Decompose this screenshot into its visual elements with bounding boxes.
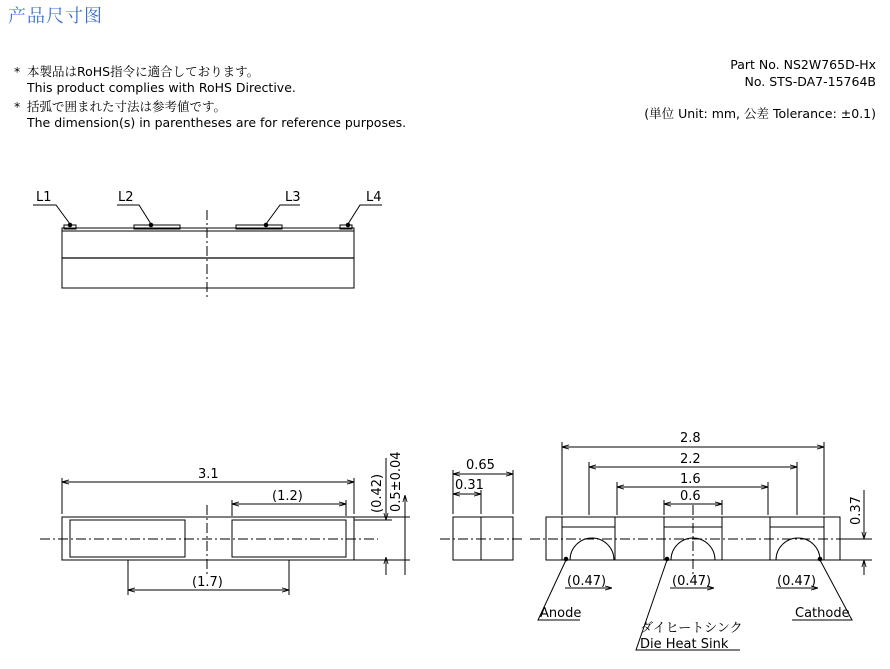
note-2-english: The dimension(s) in parentheses are for reference purposes. [27,115,407,130]
units-tolerance: (単位 Unit: mm, 公差 Tolerance: ±0.1) [644,106,876,121]
dim-3-1: 3.1 [198,467,219,482]
radius-anode: (0.47) [567,574,607,589]
anode-arc [570,538,614,560]
cathode-label: Cathode [795,606,850,621]
document-number: No. STS-DA7-15764B [744,74,876,89]
front-view [40,458,410,595]
radius-heat-sink: (0.47) [672,574,712,589]
top-view [33,205,382,300]
dim-2-2: 2.2 [680,452,701,467]
l1-dot [68,223,72,227]
note-2-star: * [14,99,21,114]
dim-0-31: 0.31 [455,478,484,493]
dim-0-65: 0.65 [466,458,495,473]
part-number: Part No. NS2W765D-Hx [730,57,876,72]
radius-cathode: (0.47) [777,574,817,589]
dim-1-7: (1.7) [192,575,223,590]
l2-leader [117,205,151,224]
note-1-english: This product complies with RoHS Directive. [27,80,296,95]
lead-label-l1: L1 [36,190,52,205]
dim-2-8: 2.8 [680,431,701,446]
l3-leader [266,205,300,224]
dim-0-42: (0.42) [370,473,385,513]
lead-label-l4: L4 [366,190,382,205]
dim-0-6: 0.6 [680,489,701,504]
cathode-arc [776,538,820,560]
note-2-japanese: 括弧で囲まれた寸法は参考値です。 [27,99,227,114]
heat-sink-label-en: Die Heat Sink [640,637,729,652]
l4-dot [346,223,350,227]
heat-sink-label-jp: ダイヒートシンク [640,621,743,636]
l4-leader [348,205,382,224]
l3-dot [264,223,268,227]
note-1-japanese: 本製品はRoHS指令に適合しております。 [27,64,260,79]
l2-dot [149,223,153,227]
dim-0-5: 0.5±0.04 [389,451,404,512]
dim-1-2: (1.2) [272,489,303,504]
l1-leader [33,205,70,224]
lead-label-l3: L3 [285,190,301,205]
note-1-star: * [14,64,21,79]
anode-label: Anode [540,606,582,621]
lead-label-l2: L2 [118,190,134,205]
dim-0-37: 0.37 [849,496,864,525]
dim-1-6: 1.6 [680,472,701,487]
page-title: 产品尺寸图 [8,6,103,27]
